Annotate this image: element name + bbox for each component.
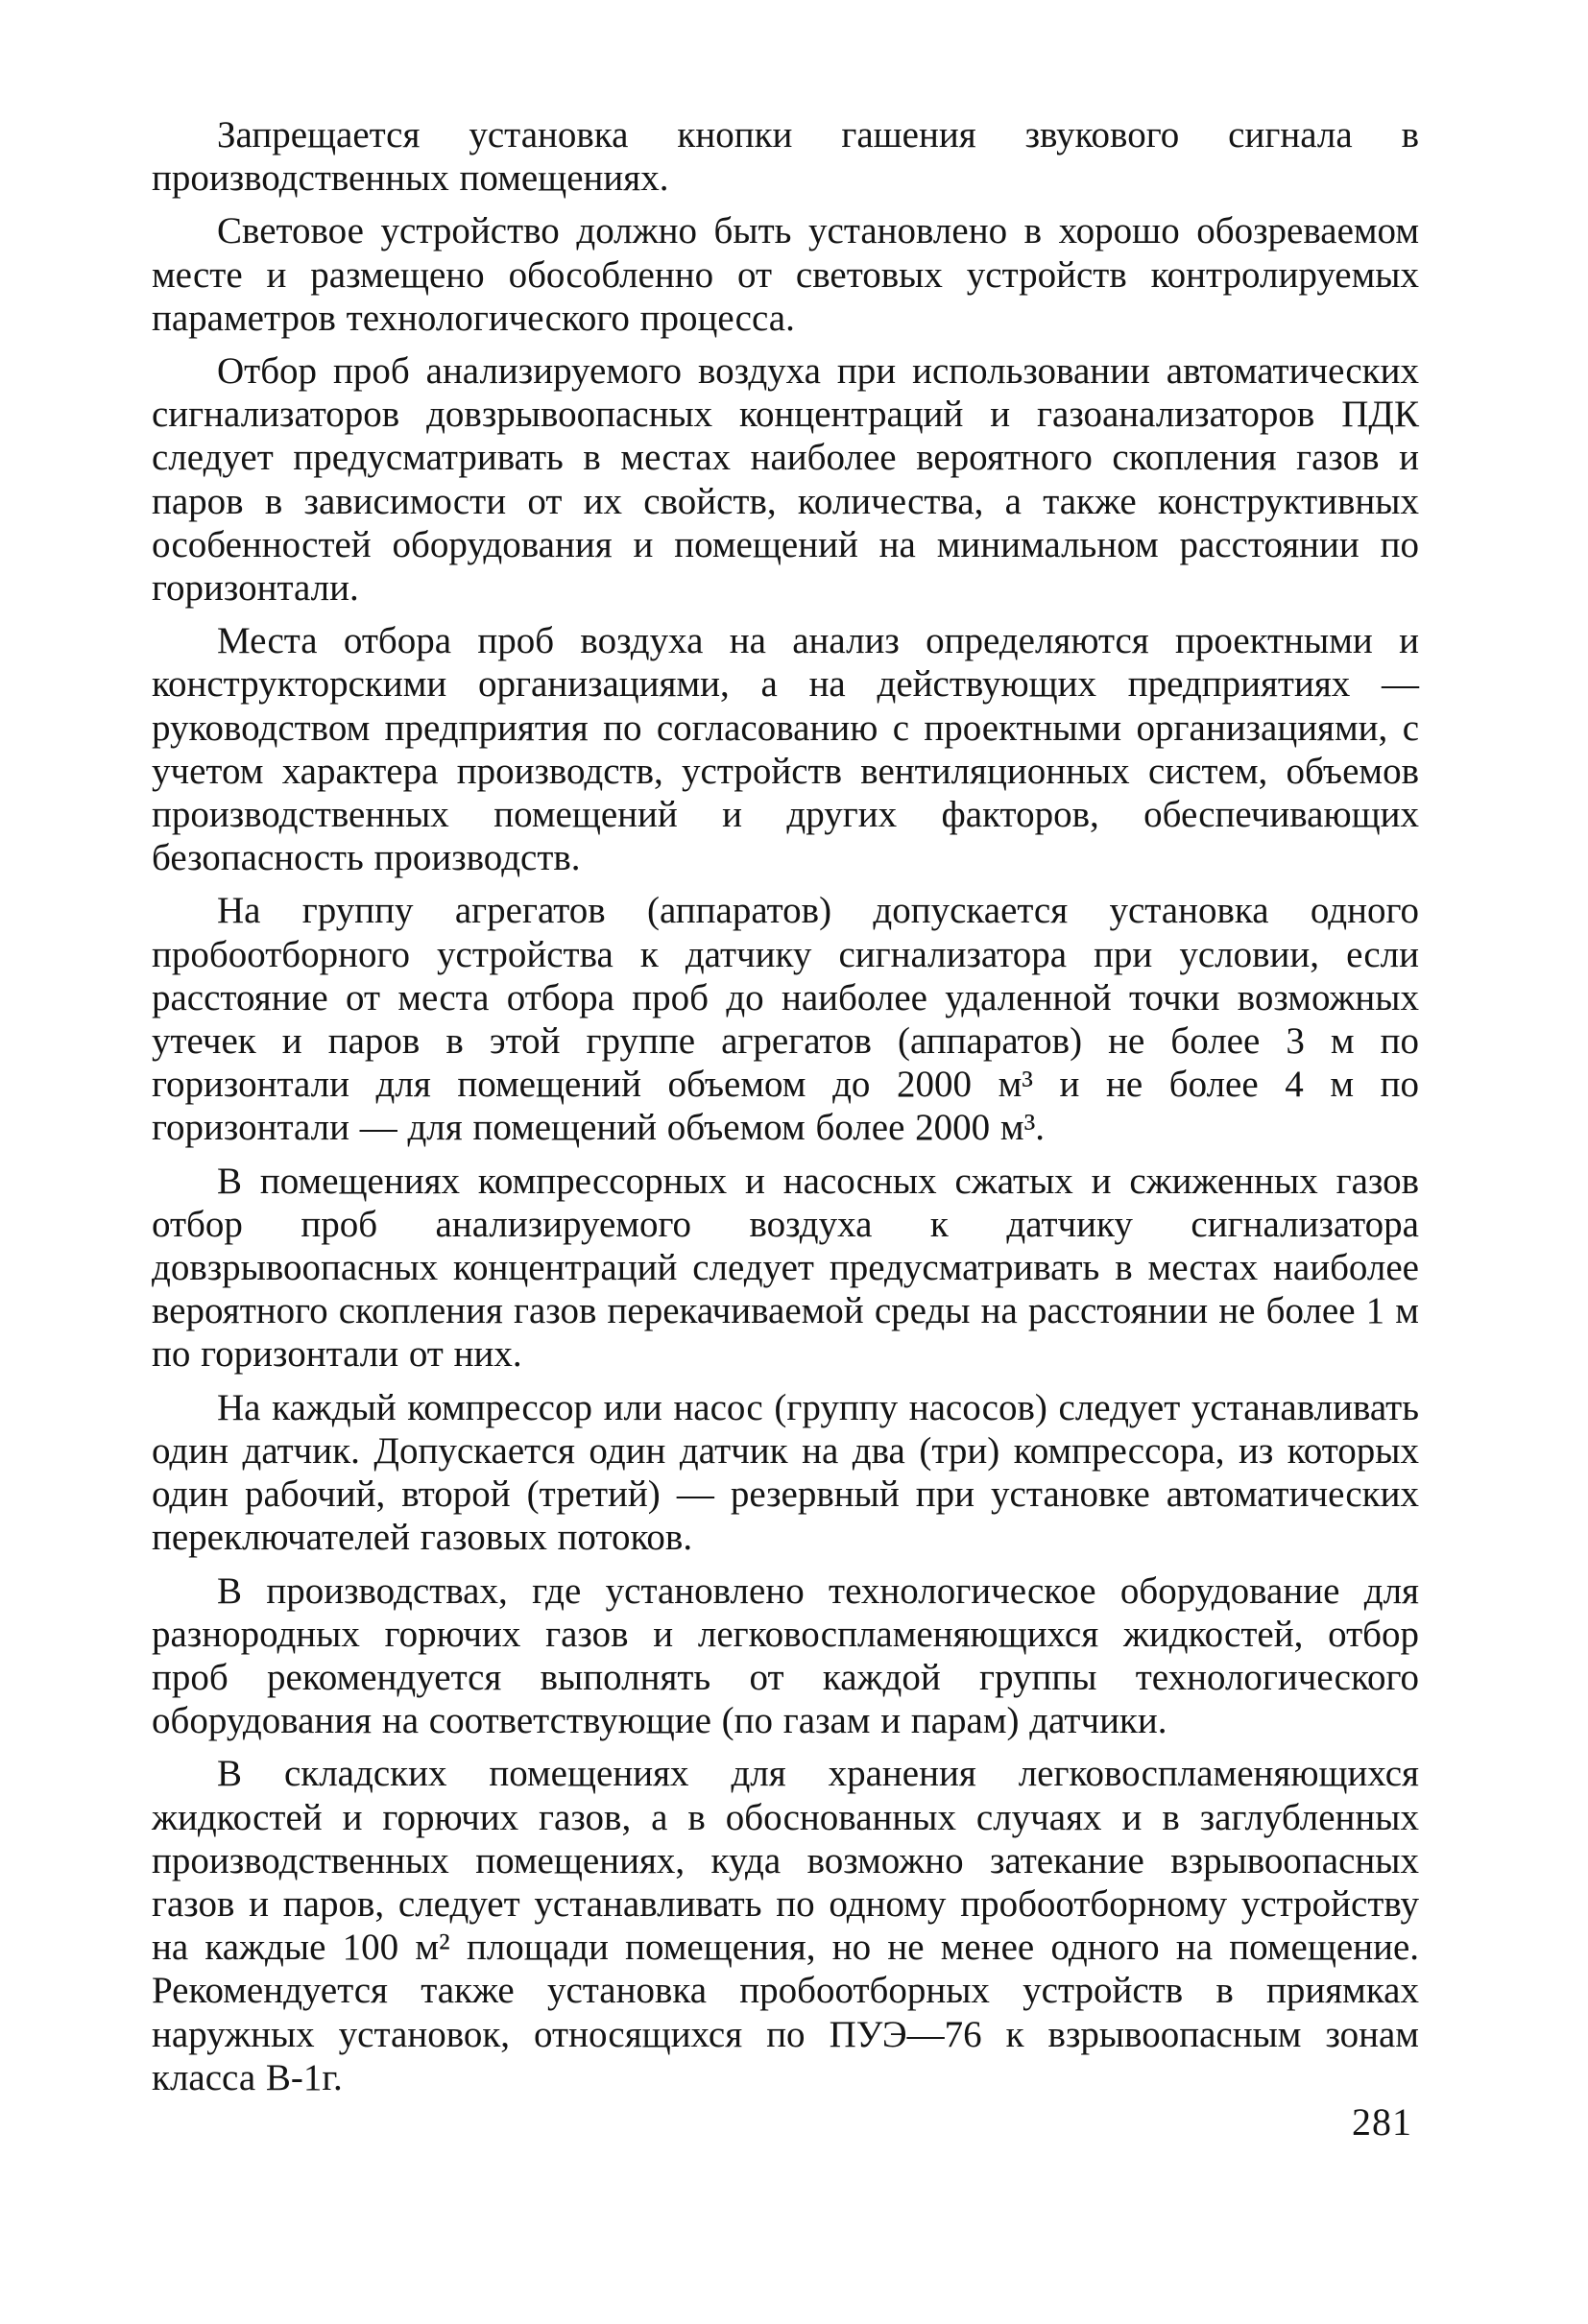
page-body xyxy=(152,113,1419,2109)
paragraph-light-device: Световое устройство должно быть установлено в хорошо обозреваемом месте и размещено обособленно от световых устройств контролируемых параметров технологического процесса. xyxy=(152,210,1419,339)
paragraph-alarm-button: Запрещается установка кнопки гашения звукового сигнала в производственных помещениях. xyxy=(152,114,1419,200)
paragraph-sampling-locations: Места отбора проб воздуха на анализ определяются проектными и конструкторскими организациями, а на действующих предприятиях — руководством предприятия по согласованию с проектными организациями, с учетом характера производств, устройств вентиляционных систем, объемов производственных помещений и других факторов, обеспечивающих безопасность производств. xyxy=(152,620,1419,879)
page-number: 281 xyxy=(1352,2100,1412,2144)
paragraph-heterogeneous-gases: В производствах, где установлено технологическое оборудование для разнородных горючих газов и легковоспламеняющихся жидкостей, отбор проб рекомендуется выполнять от каждой группы технологического оборудования на соответствующие (по газам и парам) датчики. xyxy=(152,1569,1419,1742)
paragraph-air-sampling: Отбор проб анализируемого воздуха при использовании автоматических сигнализаторов довзрывоопасных концентраций и газоанализаторов ПДК следует предусматривать в местах наиболее вероятного скопления газов и паров в зависимости от их свойств, количества, а также конструктивных особенностей оборудования и помещений на минимальном расстоянии по горизонтали. xyxy=(152,350,1419,610)
paragraph-compressor-sensor: На каждый компрессор или насос (группу насосов) следует устанавливать один датчик. Допускается один датчик на два (три) компрессора, из которых один рабочий, второй (третий) — резервный при установке автоматических переключателей газовых потоков. xyxy=(152,1386,1419,1559)
paragraph-unit-group: На группу агрегатов (аппаратов) допускается установка одного пробоотборного устройства к датчику сигнализатора при условии, если расстояние от места отбора проб до наиболее удаленной точки возможных утечек и паров в этой группе агрегатов (аппаратов) не более 3 м по горизонтали для помещений объемом до 2000 м³ и не более 4 м по горизонтали — для помещений объемом более 2000 м³. xyxy=(152,890,1419,1149)
paragraph-compressor-rooms: В помещениях компрессорных и насосных сжатых и сжиженных газов отбор проб анализируемого воздуха к датчику сигнализатора довзрывоопасных концентраций следует предусматривать в местах наиболее вероятного скопления газов перекачиваемой среды на расстоянии не более 1 м по горизонтали от них. xyxy=(152,1160,1419,1376)
paragraph-storage-rooms: В складских помещениях для хранения легковоспламеняющихся жидкостей и горючих газов, а в обоснованных случаях и в заглубленных производственных помещениях, куда возможно затекание взрывоопасных газов и паров, следует устанавливать по одному пробоотборному устройству на каждые 100 м² площади помещения, но не менее одного на помещение. Рекомендуется также установка пробоотборных устройств в приямках наружных установок, относящихся по ПУЭ—76 к взрывоопасным зонам класса В-1г. xyxy=(152,1753,1419,2098)
